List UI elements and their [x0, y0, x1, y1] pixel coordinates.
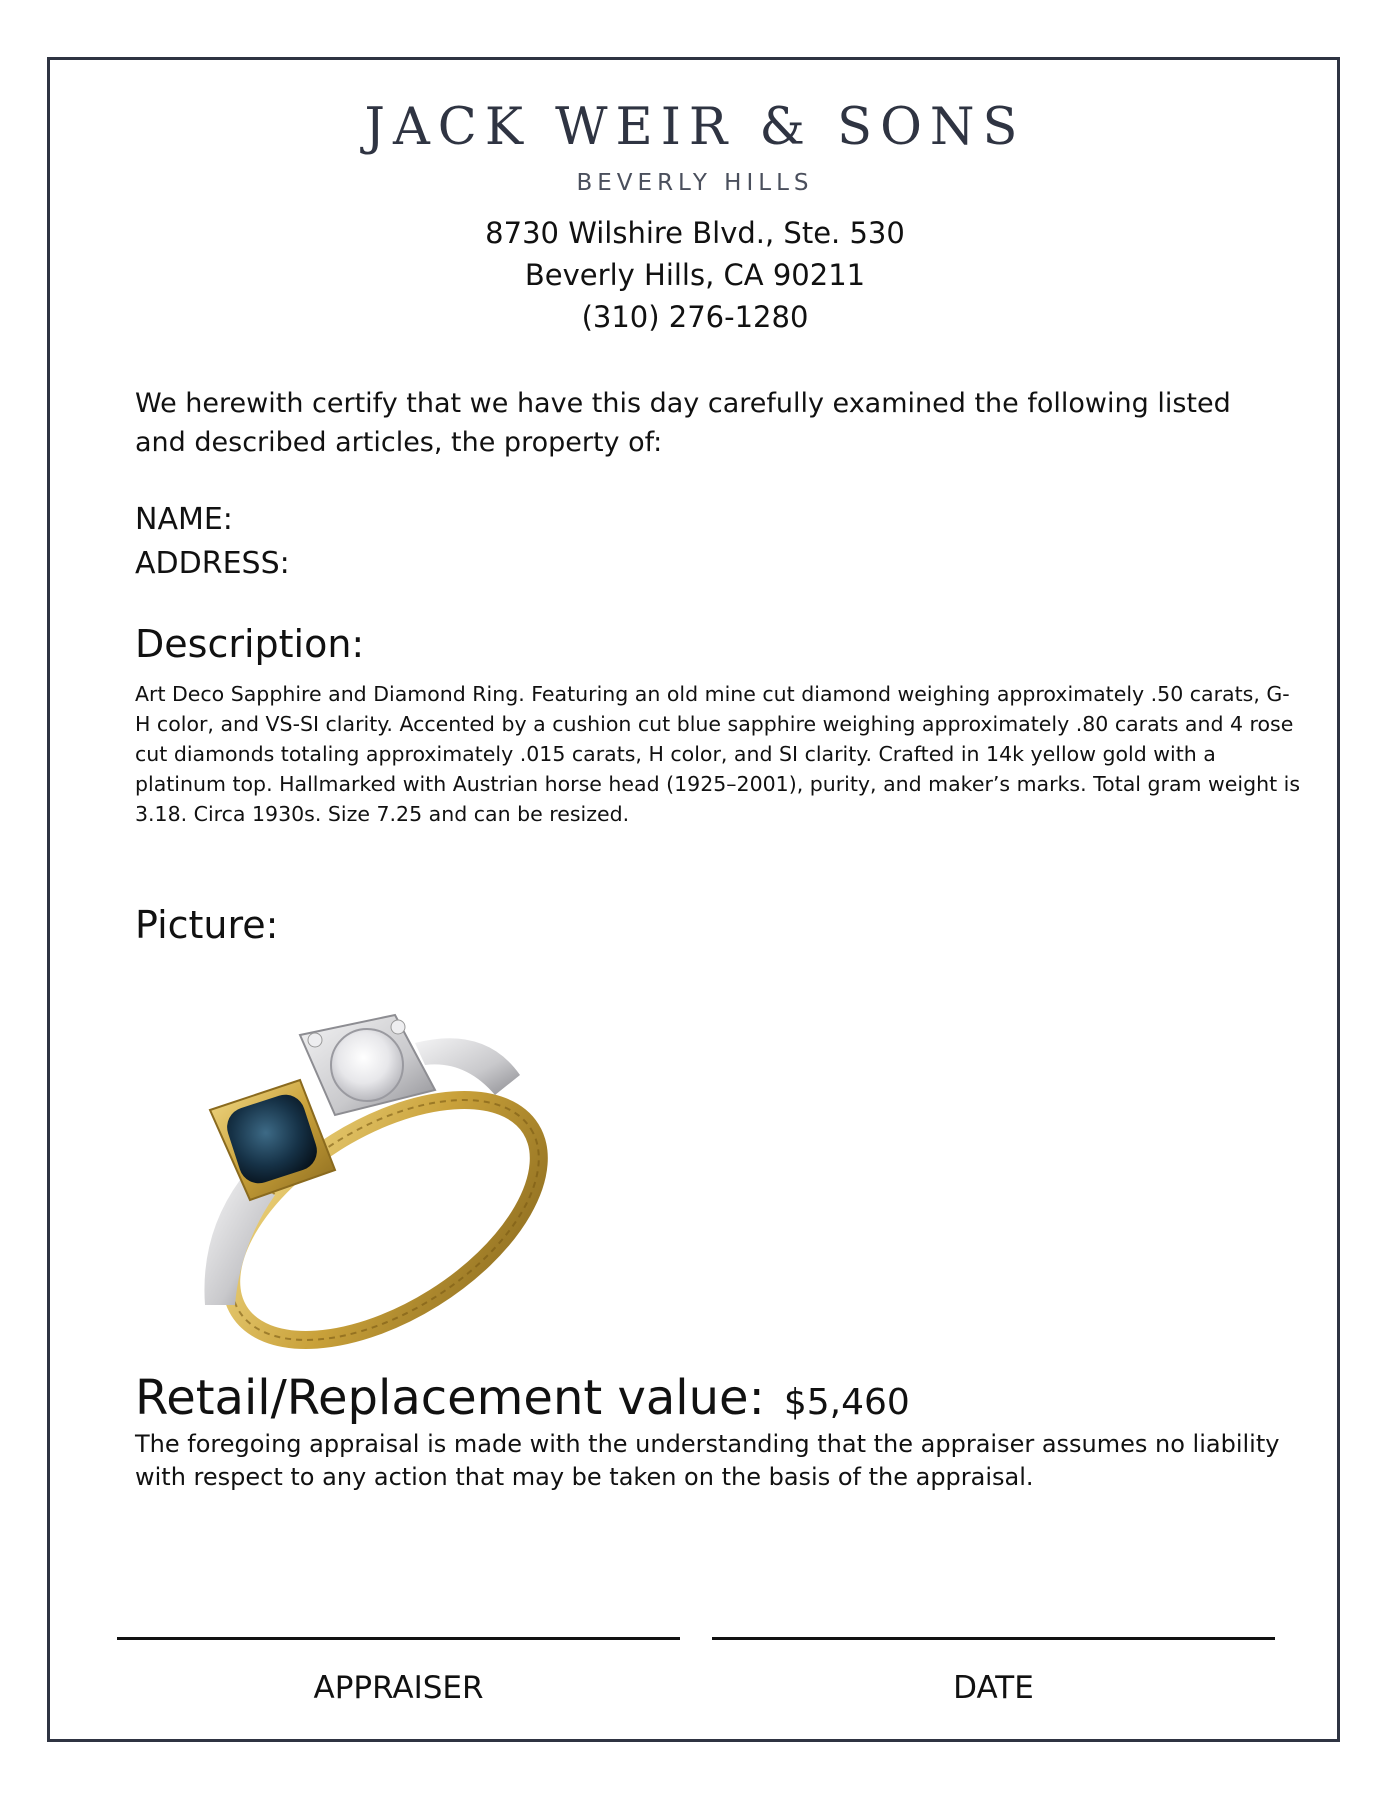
address-line-1: 8730 Wilshire Blvd., Ste. 530 — [485, 216, 905, 250]
description-text: Art Deco Sapphire and Diamond Ring. Featuring an old mine cut diamond weighing approximately .50 carats, G-H color, and VS-SI clarity. Accented by a cushion cut blue sapphire weighing approximately .80 carats and 4 rose cut diamonds totaling approximately .015 carats, H color, and SI clarity. Crafted in 14k yellow gold with a platinum top. Hallmarked with Austrian horse head (1925–2001), purity, and maker’s marks. Total gram weight is 3.18. Circa 1930s. Size 7.25 and can be resized. — [135, 682, 1301, 826]
date-label: DATE — [953, 1670, 1034, 1706]
description-heading: Description: — [135, 622, 365, 666]
picture-heading: Picture: — [135, 903, 279, 947]
brand-location: BEVERLY HILLS — [576, 170, 814, 196]
phone-number: (310) 276-1280 — [581, 300, 809, 334]
brand-name: JACK WEIR & SONS — [364, 98, 1026, 157]
certification-intro: We herewith certify that we have this day carefully examined the following listed and described articles, the property of: — [135, 388, 1231, 458]
valuation-amount: $5,460 — [783, 1382, 910, 1423]
date-signature-line — [712, 1637, 1275, 1640]
appraiser-signature-line — [117, 1637, 680, 1640]
address-line-2: Beverly Hills, CA 90211 — [524, 258, 866, 292]
name-label: NAME: — [135, 502, 233, 537]
appraisal-disclaimer: The foregoing appraisal is made with the understanding that the appraiser assumes no liability with respect to any action that may be taken on the basis of the appraisal. — [135, 1430, 1280, 1491]
appraiser-label: APPRAISER — [313, 1670, 484, 1706]
valuation-row — [135, 1370, 910, 1426]
valuation-label: Retail/Replacement value: — [135, 1370, 765, 1426]
ring-photo — [195, 1005, 565, 1350]
address-label: ADDRESS: — [135, 546, 290, 581]
